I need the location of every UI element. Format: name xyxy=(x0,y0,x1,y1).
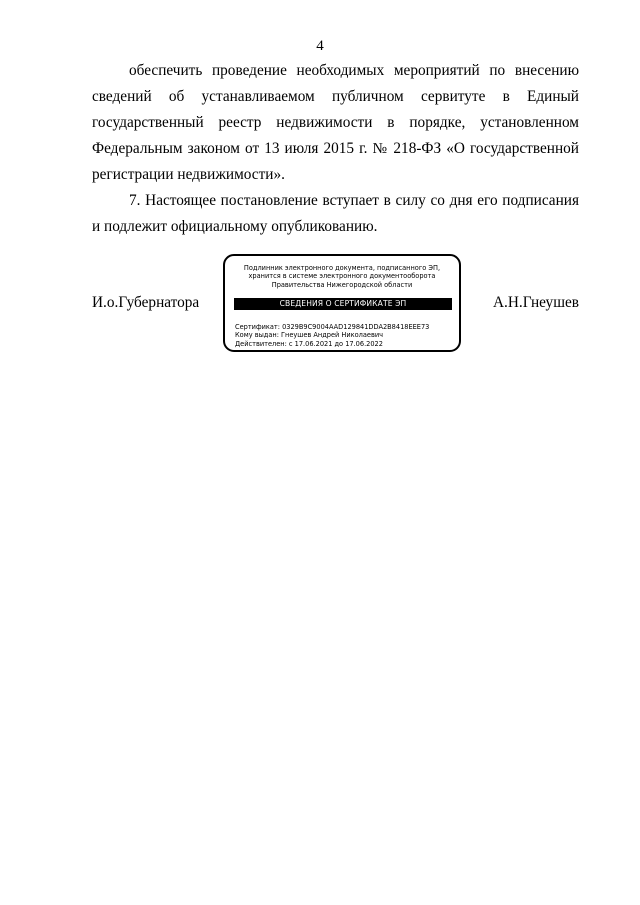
stamp-header-line: хранится в системе электронного документооборота xyxy=(248,272,436,281)
stamp-header-line: Подлинник электронного документа, подписанного ЭП, xyxy=(243,264,441,272)
text-line: Федеральным законом от 13 июля 2015 г. № 218-ФЗ «О государственной xyxy=(92,140,579,157)
text-line: сведений об устанавливаемом публичном сервитуте в Единый xyxy=(92,88,579,105)
stamp-certificate-details xyxy=(235,323,453,348)
stamp-header-line: Правительства Нижегородской области xyxy=(271,280,413,289)
signer-name: А.Н.Гнеушев xyxy=(492,294,579,311)
paragraph-continuation xyxy=(92,58,579,188)
text-line: регистрации недвижимости». xyxy=(92,166,285,183)
stamp-issued-to: Кому выдан: Гнеушев Андрей Николаевич xyxy=(235,331,384,340)
electronic-signature-stamp xyxy=(223,254,461,352)
stamp-certificate-number: Сертификат: 0329B9C9004AAD129841DDA2B8418EEE73 xyxy=(235,323,430,331)
stamp-certificate-title-bar: СВЕДЕНИЯ О СЕРТИФИКАТЕ ЭП xyxy=(234,298,452,310)
text-line: 7. Настоящее постановление вступает в силу со дня его подписания xyxy=(129,192,579,209)
paragraph-item-7 xyxy=(92,188,579,240)
signer-title: И.о.Губернатора xyxy=(92,294,200,311)
stamp-validity: Действителен: с 17.06.2021 до 17.06.2022 xyxy=(235,339,383,348)
page-number: 4 xyxy=(316,38,324,54)
text-line: обеспечить проведение необходимых мероприятий по внесению xyxy=(129,62,579,79)
text-line: государственный реестр недвижимости в порядке, установленном xyxy=(92,114,579,131)
stamp-header xyxy=(231,264,453,289)
text-line: и подлежит официальному опубликованию. xyxy=(92,218,378,235)
